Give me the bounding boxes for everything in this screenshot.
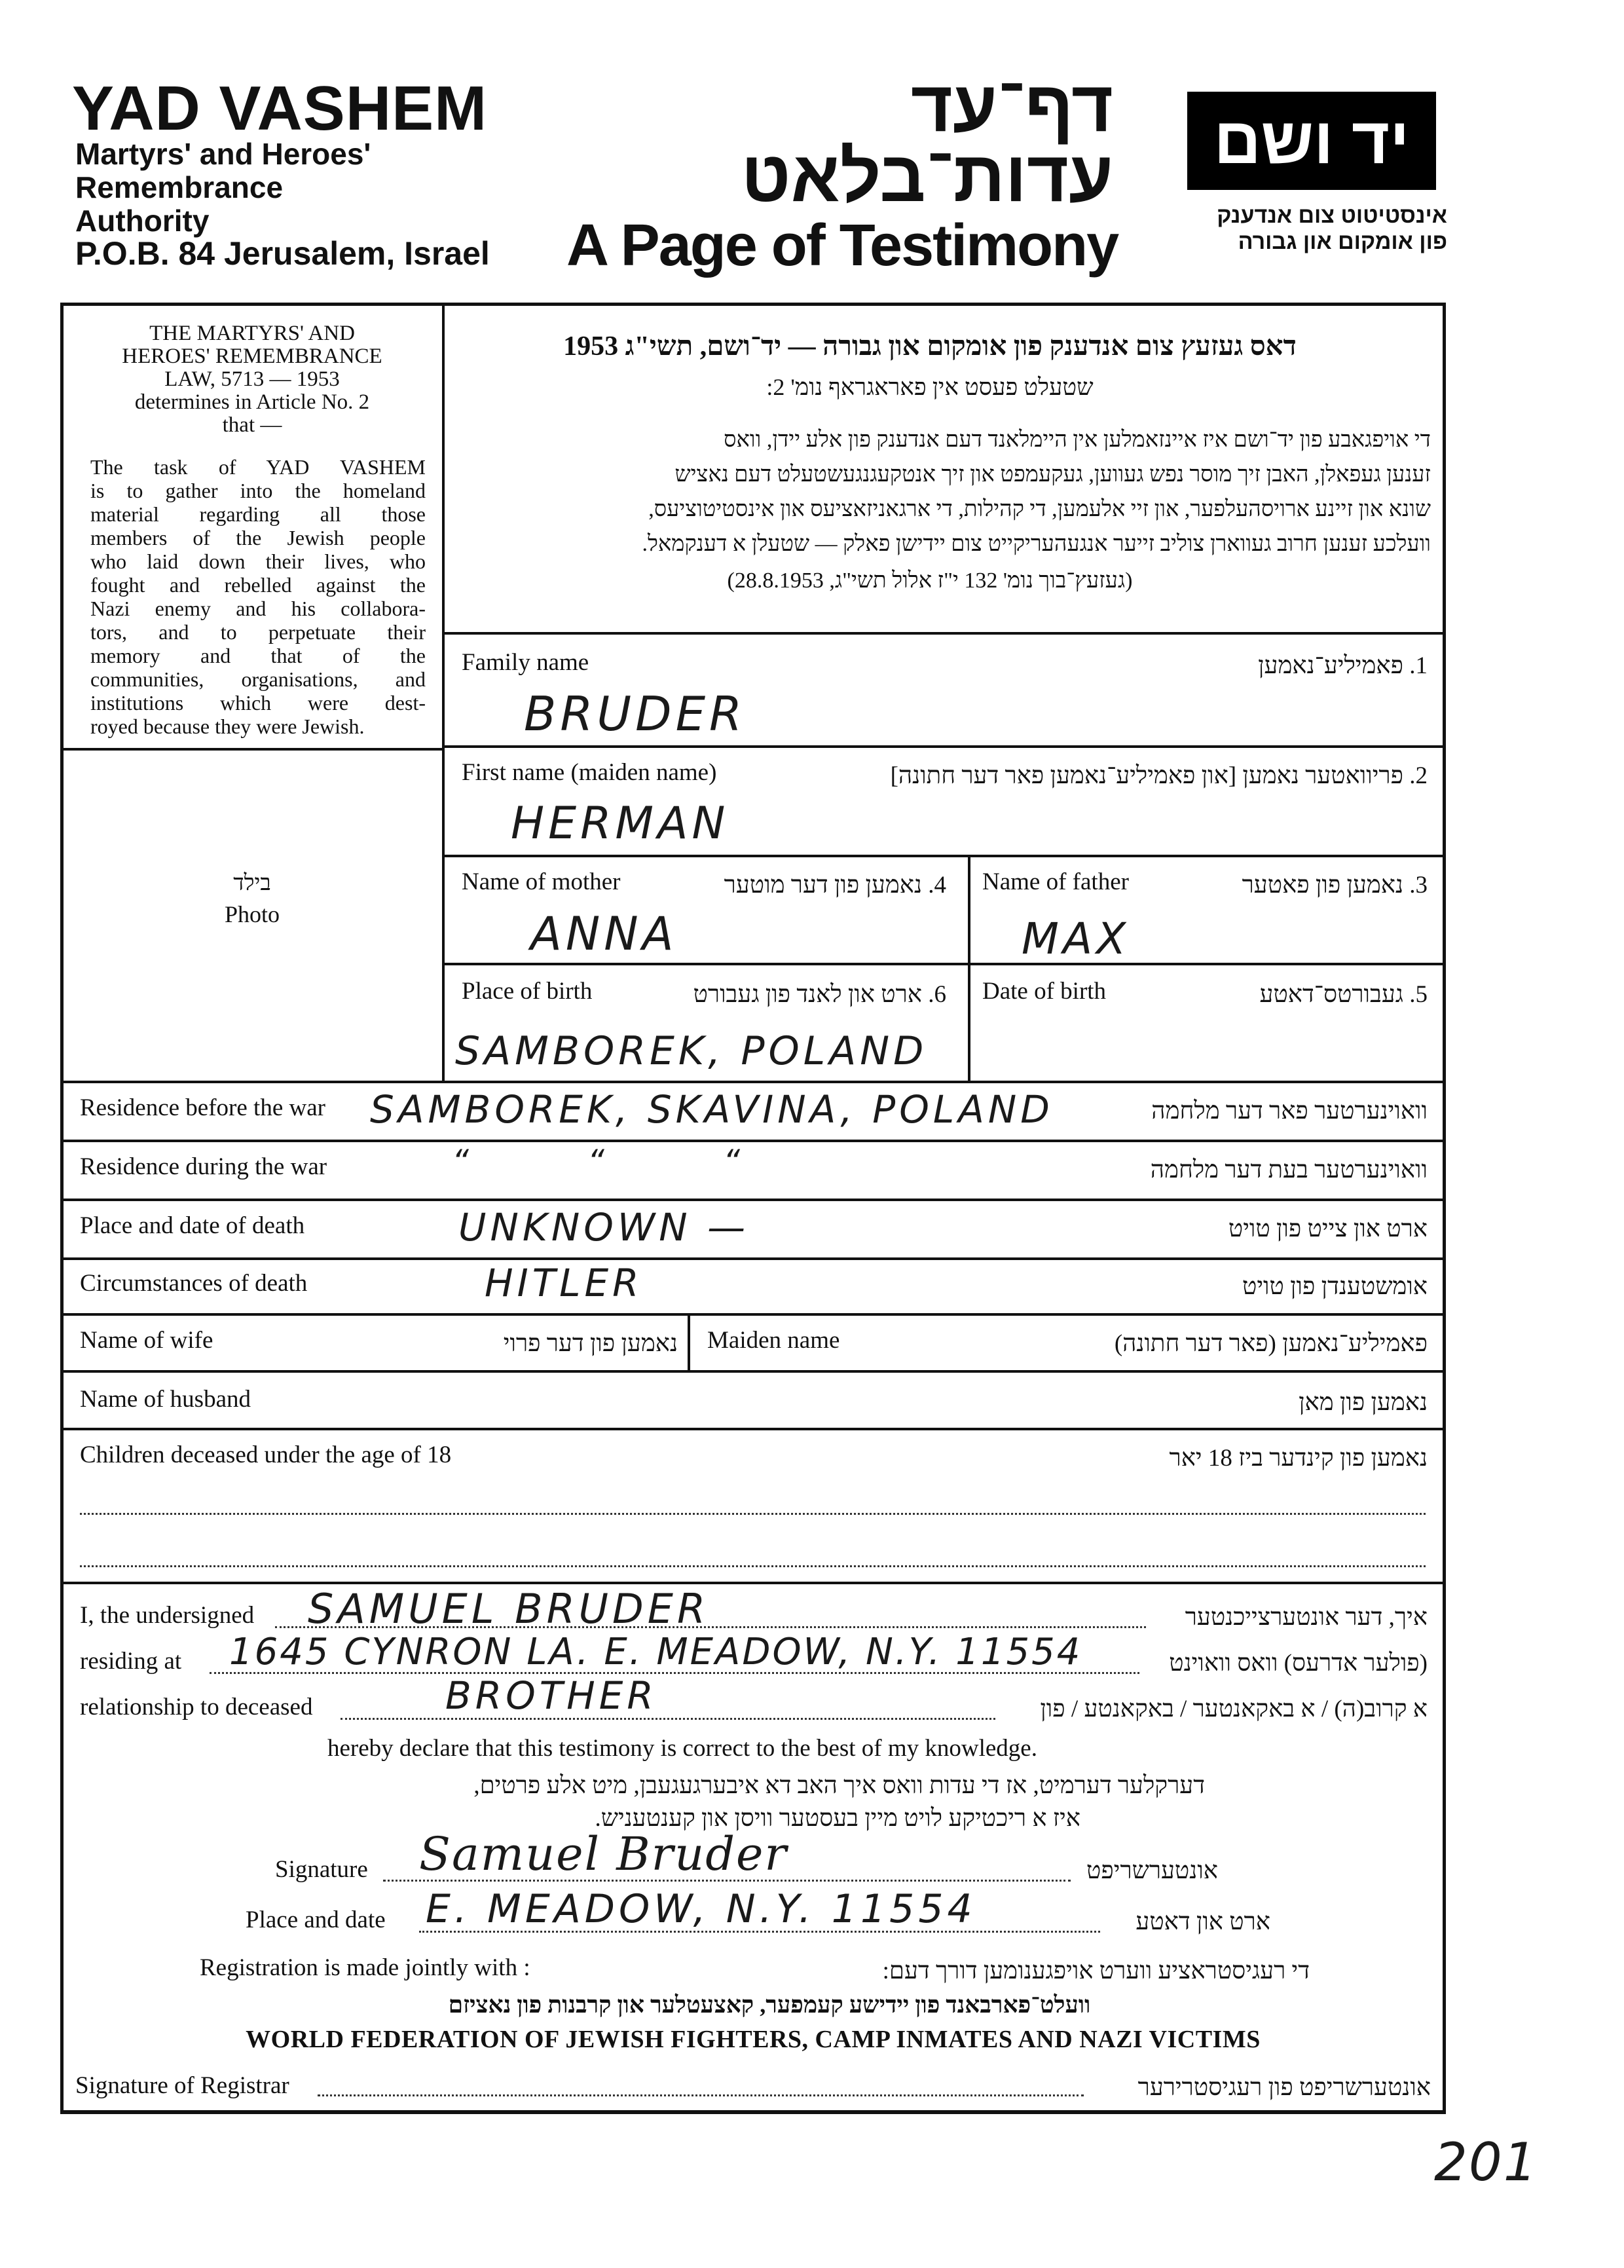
mother-name-label-yiddish: 4. נאמען פון דער מוטער: [724, 872, 946, 899]
law-body-2: is to gather into the homeland: [90, 479, 426, 502]
registrar-signature-label-yiddish: אונטערשריפט פון רעגיסטרירער: [1137, 2074, 1431, 2101]
law-heading-2: HEROES' REMEMBRANCE: [122, 344, 382, 368]
declaration-statement-yiddish-2: איז א ריכטיקע לויט מיין בעסטער וויסן און קענטעניש.: [595, 1805, 1080, 1832]
birthdate-label-yiddish: 5. געבורטס־דאטע: [1259, 981, 1428, 1008]
circumstances-value[interactable]: HITLER: [485, 1261, 643, 1305]
circumstances-label-yiddish: אומשטענדן פון טויט: [1242, 1273, 1428, 1300]
birthplace-label: Place of birth: [462, 978, 593, 1005]
children-label-yiddish: נאמען פון קינדער ביז 18 יאר: [1169, 1445, 1428, 1472]
org-line-4: P.O.B. 84 Jerusalem, Israel: [75, 235, 490, 272]
first-name-value[interactable]: HERMAN: [511, 798, 729, 849]
signature-label: Signature: [275, 1856, 368, 1883]
birthplace-label-yiddish: 6. ארט און לאנד פון געבורט: [693, 981, 946, 1008]
institute-line-1: אינסטיטוט צום אנדענק: [1217, 203, 1447, 228]
yiddish-law-subheading: שטעלט פעסט אין פאראגראף נומ' 2:: [766, 374, 1094, 400]
yiddish-law-line-4: וועלכע זענען חרוב געווארן צוליב זייער אנגעהעריקייט צום יידישן פאלק — שטעלן א דענקמאל.: [642, 532, 1431, 556]
children-dotted-line-1: [80, 1513, 1426, 1515]
death-place-value[interactable]: UNKNOWN —: [458, 1205, 750, 1250]
place-date-label-yiddish: ארט און דאטע: [1135, 1908, 1270, 1935]
page-title: A Page of Testimony: [566, 213, 1118, 278]
federation-name: WORLD FEDERATION OF JEWISH FIGHTERS, CAMP INMATES AND NAZI VICTIMS: [246, 2026, 1261, 2053]
circumstances-label: Circumstances of death: [80, 1270, 308, 1297]
law-body-6: fought and rebelled against the: [90, 573, 426, 597]
residence-during-label-yiddish: וואוינערטער בעת דער מלחמה: [1150, 1157, 1428, 1183]
registrar-signature-line: [318, 2094, 1084, 2096]
law-body-11: institutions which were dest-: [90, 691, 426, 715]
law-heading-4: determines in Article No. 2: [134, 390, 370, 414]
org-line-3: Authority: [75, 204, 210, 238]
father-name-value[interactable]: MAX: [1022, 914, 1130, 964]
relationship-label-yiddish: א קרוב(ה) / א באקאנטער / באקאנטע / פון: [1040, 1696, 1428, 1722]
first-name-label: First name (maiden name): [462, 759, 717, 786]
law-body-12: royed because they were Jewish.: [90, 715, 365, 738]
institute-line-2: פון אומקום און גבורה: [1238, 229, 1447, 254]
undersigned-label-yiddish: איך, דער אונטערצייכנטער: [1185, 1604, 1428, 1631]
place-date-value[interactable]: E. MEADOW, N.Y. 11554: [426, 1886, 976, 1932]
husband-name-label-yiddish: נאמען פון מאן: [1299, 1389, 1428, 1416]
family-name-value[interactable]: BRUDER: [524, 686, 747, 741]
page-number: 201: [1434, 2132, 1538, 2193]
yad-vashem-logo: יד ושם: [1187, 92, 1436, 190]
mother-name-label: Name of mother: [462, 868, 621, 895]
photo-label-yiddish: בילד: [233, 871, 271, 895]
residence-during-value[interactable]: “ “ “: [452, 1143, 745, 1181]
husband-name-label: Name of husband: [80, 1386, 251, 1413]
law-heading-3: LAW, 5713 — 1953: [164, 367, 340, 391]
org-line-2: Remembrance: [75, 170, 284, 204]
residence-during-label: Residence during the war: [80, 1153, 327, 1180]
yiddish-law-line-3: שונא און זיינע ארויסהעלפער, און זיי אלעמען, די קהילות, די ארגאניזאציעס און אינסטיטוציעס,: [648, 497, 1431, 521]
residing-label-yiddish: (פולער אדרעס) וואס וואוינט: [1169, 1650, 1428, 1677]
wife-name-label-yiddish: נאמען פון דער פרוי: [503, 1330, 678, 1357]
declaration-statement: hereby declare that this testimony is correct to the best of my knowledge.: [327, 1735, 1037, 1762]
children-dotted-line-2: [80, 1565, 1426, 1567]
declaration-statement-yiddish-1: דערקלער דערמיט, אז די עדות וואס איך האב דא איבערגעגעבן, מיט אלע פרטים,: [473, 1772, 1205, 1799]
yiddish-law-body: [462, 422, 1431, 561]
yiddish-law-line-1: די אויפגאבע פון יד־ושם איז איינזאמלען אין היימלאנד דעם אנדענק פון אלע יידן, וואס: [724, 428, 1431, 452]
org-line-1: Martyrs' and Heroes': [75, 137, 371, 171]
law-box: [65, 322, 439, 738]
yiddish-law-heading: דאס געזעץ צום אנדענק פון אומקום און גבורה — יד־ושם, תשי"ג 1953: [563, 331, 1297, 362]
law-body-3: material regarding all those: [90, 502, 426, 526]
mother-name-value[interactable]: ANNA: [530, 907, 678, 961]
children-label: Children deceased under the age of 18: [80, 1441, 452, 1468]
birthplace-value[interactable]: SAMBOREK, POLAND: [455, 1028, 928, 1074]
birthdate-label: Date of birth: [982, 978, 1107, 1005]
law-body-10: communities, organisations, and: [90, 667, 426, 691]
yiddish-law-line-2: זענען געפאלן, האבן זיך מוסר נפש געווען, געקעמפט און זיך אנטקעגנגעשטעלט דעם נאציש: [674, 462, 1431, 487]
relationship-value[interactable]: BROTHER: [445, 1673, 657, 1718]
residence-before-value[interactable]: SAMBOREK, SKAVINA, POLAND: [370, 1087, 1054, 1132]
maiden-name-label: Maiden name: [707, 1327, 840, 1354]
father-name-label: Name of father: [982, 868, 1129, 895]
org-name: YAD VASHEM: [72, 73, 488, 143]
registrar-signature-label: Signature of Registrar: [75, 2072, 289, 2099]
residing-value[interactable]: 1645 CYNRON LA. E. MEADOW, N.Y. 11554: [229, 1631, 1082, 1673]
law-heading-5: that —: [222, 413, 282, 437]
family-name-label-yiddish: 1. פאמיליע־נאמען: [1258, 652, 1428, 679]
photo-label: Photo: [224, 901, 280, 927]
law-body-1: The task of YAD VASHEM: [90, 455, 426, 479]
registration-label-yiddish: די רעגיסטראציע ווערט אויפגענומען דורך דעם:: [882, 1958, 1310, 1984]
father-name-label-yiddish: 3. נאמען פון פאטער: [1242, 872, 1428, 899]
signature-value[interactable]: Samuel Bruder: [419, 1827, 788, 1881]
maiden-name-label-yiddish: פאמיליע־נאמען (פאר דער חתונה): [1114, 1330, 1428, 1357]
law-body-5: who laid down their lives, who: [90, 549, 426, 573]
law-body-4: members of the Jewish people: [90, 526, 426, 549]
federation-name-yiddish: וועלט־פארבאנד פון יידישע קעמפער, קאצעטלער און קרבנות פון נאציזם: [448, 1992, 1091, 2018]
death-place-label: Place and date of death: [80, 1212, 305, 1239]
place-date-label: Place and date: [246, 1906, 386, 1933]
wife-name-label: Name of wife: [80, 1327, 213, 1354]
registration-label: Registration is made jointly with :: [200, 1954, 530, 1981]
undersigned-value[interactable]: SAMUEL BRUDER: [308, 1585, 710, 1633]
yiddish-title-1: דף־עד: [910, 66, 1113, 147]
death-place-label-yiddish: ארט און צייט פון טויט: [1228, 1216, 1428, 1242]
family-name-label: Family name: [462, 649, 589, 676]
relationship-line: [341, 1718, 995, 1720]
signature-label-yiddish: אונטערשריפט: [1086, 1857, 1218, 1884]
residing-label: residing at: [80, 1648, 182, 1675]
residence-before-label: Residence before the war: [80, 1094, 325, 1121]
law-body-8: tors, and to perpetuate their: [90, 620, 426, 644]
residence-before-label-yiddish: וואוינערטער פאר דער מלחמה: [1151, 1098, 1428, 1125]
law-heading-1: THE MARTYRS' AND: [149, 322, 355, 345]
first-name-label-yiddish: 2. פריוואטער נאמען [און פאמיליע־נאמען פאר דער חתונה]: [890, 762, 1428, 789]
yiddish-title-2: עדות־בלאט: [741, 136, 1113, 217]
yiddish-law-citation: (געזעץ־בוך נומ' 132 י"ז אלול תשי"ג, 28.8.1953): [727, 568, 1133, 593]
relationship-label: relationship to deceased: [80, 1694, 313, 1720]
law-body-9: memory and that of the: [90, 644, 426, 667]
undersigned-label: I, the undersigned: [80, 1602, 255, 1629]
law-body-7: Nazi enemy and his collabora-: [90, 597, 426, 620]
